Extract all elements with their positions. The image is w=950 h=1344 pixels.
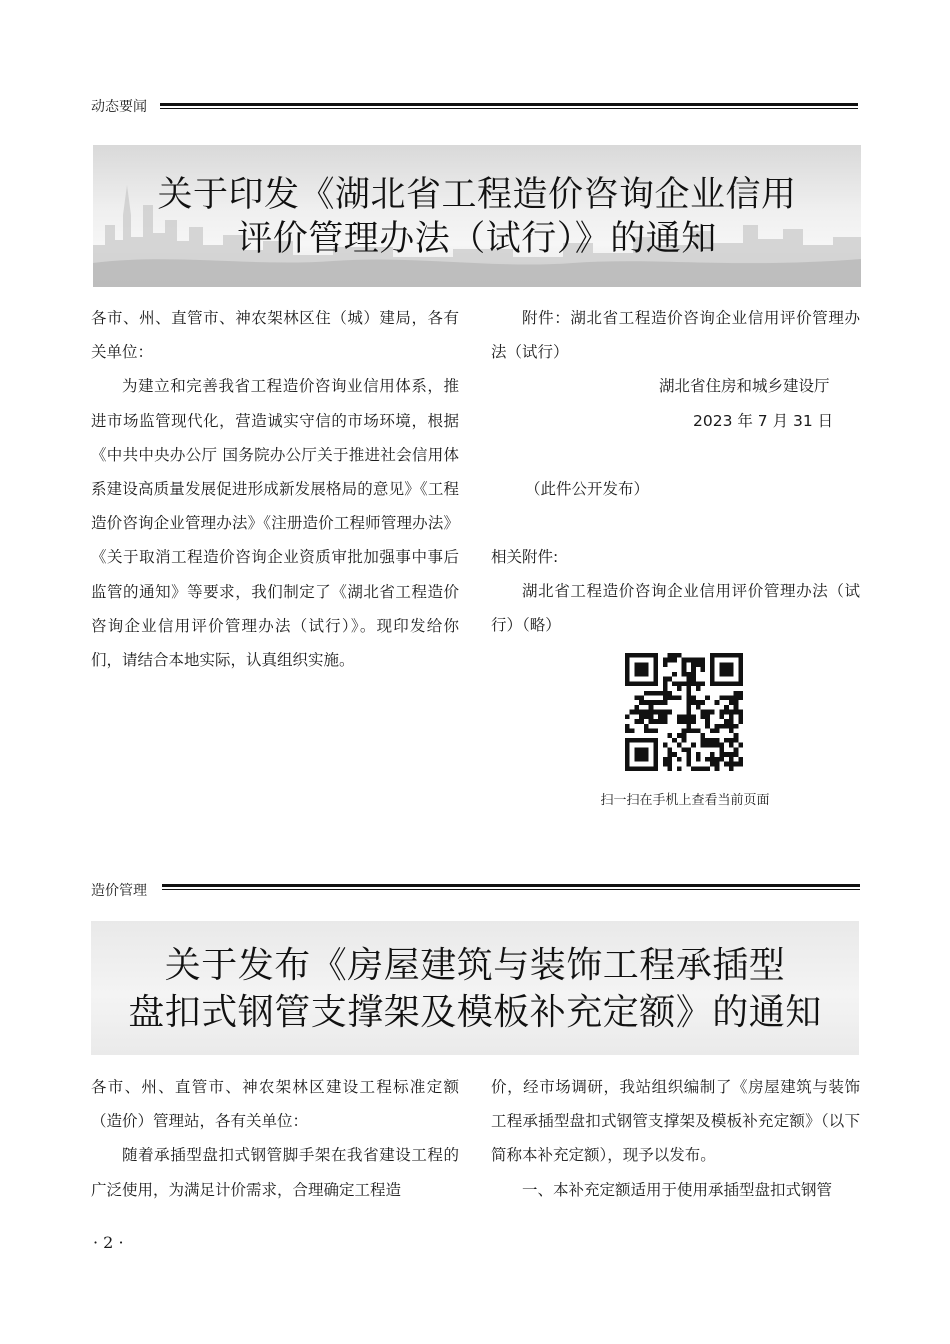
article-title-line-2: 评价管理办法（试行）》的通知 bbox=[237, 219, 717, 260]
section-divider bbox=[162, 884, 860, 890]
page-number: · 2 · bbox=[93, 1233, 124, 1252]
title-banner bbox=[91, 921, 859, 1055]
attachment-line: 附件：湖北省工程造价咨询企业信用评价管理办法（试行） bbox=[491, 309, 860, 362]
related-attachments-label: 相关附件: bbox=[491, 548, 559, 567]
article-body-left bbox=[91, 301, 459, 677]
article-body-left bbox=[91, 1070, 459, 1207]
article-title-line-2: 盘扣式钢管支撑架及模板补充定额》的通知 bbox=[128, 991, 822, 1033]
body-paragraph: 一、本补充定额适用于使用承插型盘扣式钢管 bbox=[522, 1180, 833, 1199]
salutation: 各市、州、直管市、神农架林区建设工程标准定额（造价）管理站，各有关单位： bbox=[91, 1078, 459, 1131]
article-title-line-1: 关于印发《湖北省工程造价咨询企业信用 bbox=[157, 175, 797, 215]
body-paragraph: 价，经市场调研，我站组织编制了《房屋建筑与装饰工程承插型盘扣式钢管支撑架及模板补充定额》（以下简称本补充定额），现予以发布。 bbox=[491, 1078, 860, 1165]
qr-code-image bbox=[625, 653, 743, 771]
section-label-news: 动态要闻 bbox=[91, 99, 147, 115]
related-attachment-item: 湖北省工程造价咨询企业信用评价管理办法（试行）（略） bbox=[491, 582, 860, 635]
article-title-line-1: 关于发布《房屋建筑与装饰工程承插型 bbox=[164, 945, 786, 986]
public-note: （此件公开发布） bbox=[525, 479, 650, 498]
article-body-right bbox=[491, 1070, 860, 1207]
article-body-right bbox=[491, 301, 860, 643]
issuer: 湖北省住房和城乡建设厅 bbox=[659, 377, 830, 396]
body-paragraph: 为建立和完善我省工程造价咨询业信用体系，推进市场监管现代化，营造诚实守信的市场环境，根据《中共中央办公厅 国务院办公厅关于推进社会信用体系建设高质量发展促进形成新发展格局的意见》《工程造价咨询企业管理办法》《注册造价工程师管理办法》《关于取消工程造价咨询企业资质审批加强事中事后监管的通知》等要求，我们制定了《湖北省工程造价咨询企业信用评价管理办法（试行）》。现印发给你们，请结合本地实际，认真组织实施。 bbox=[91, 377, 459, 670]
title-banner bbox=[93, 145, 861, 287]
issue-date: 2023 年 7 月 31 日 bbox=[693, 411, 834, 430]
section-divider bbox=[160, 103, 858, 109]
qr-code[interactable] bbox=[625, 653, 743, 771]
section-label-cost-management: 造价管理 bbox=[91, 883, 147, 899]
qr-caption: 扫一扫在手机上查看当前页面 bbox=[600, 793, 770, 808]
body-paragraph: 随着承插型盘扣式钢管脚手架在我省建设工程的广泛使用，为满足计价需求，合理确定工程造 bbox=[91, 1146, 459, 1199]
salutation: 各市、州、直管市、神农架林区住（城）建局，各有关单位： bbox=[91, 309, 459, 362]
